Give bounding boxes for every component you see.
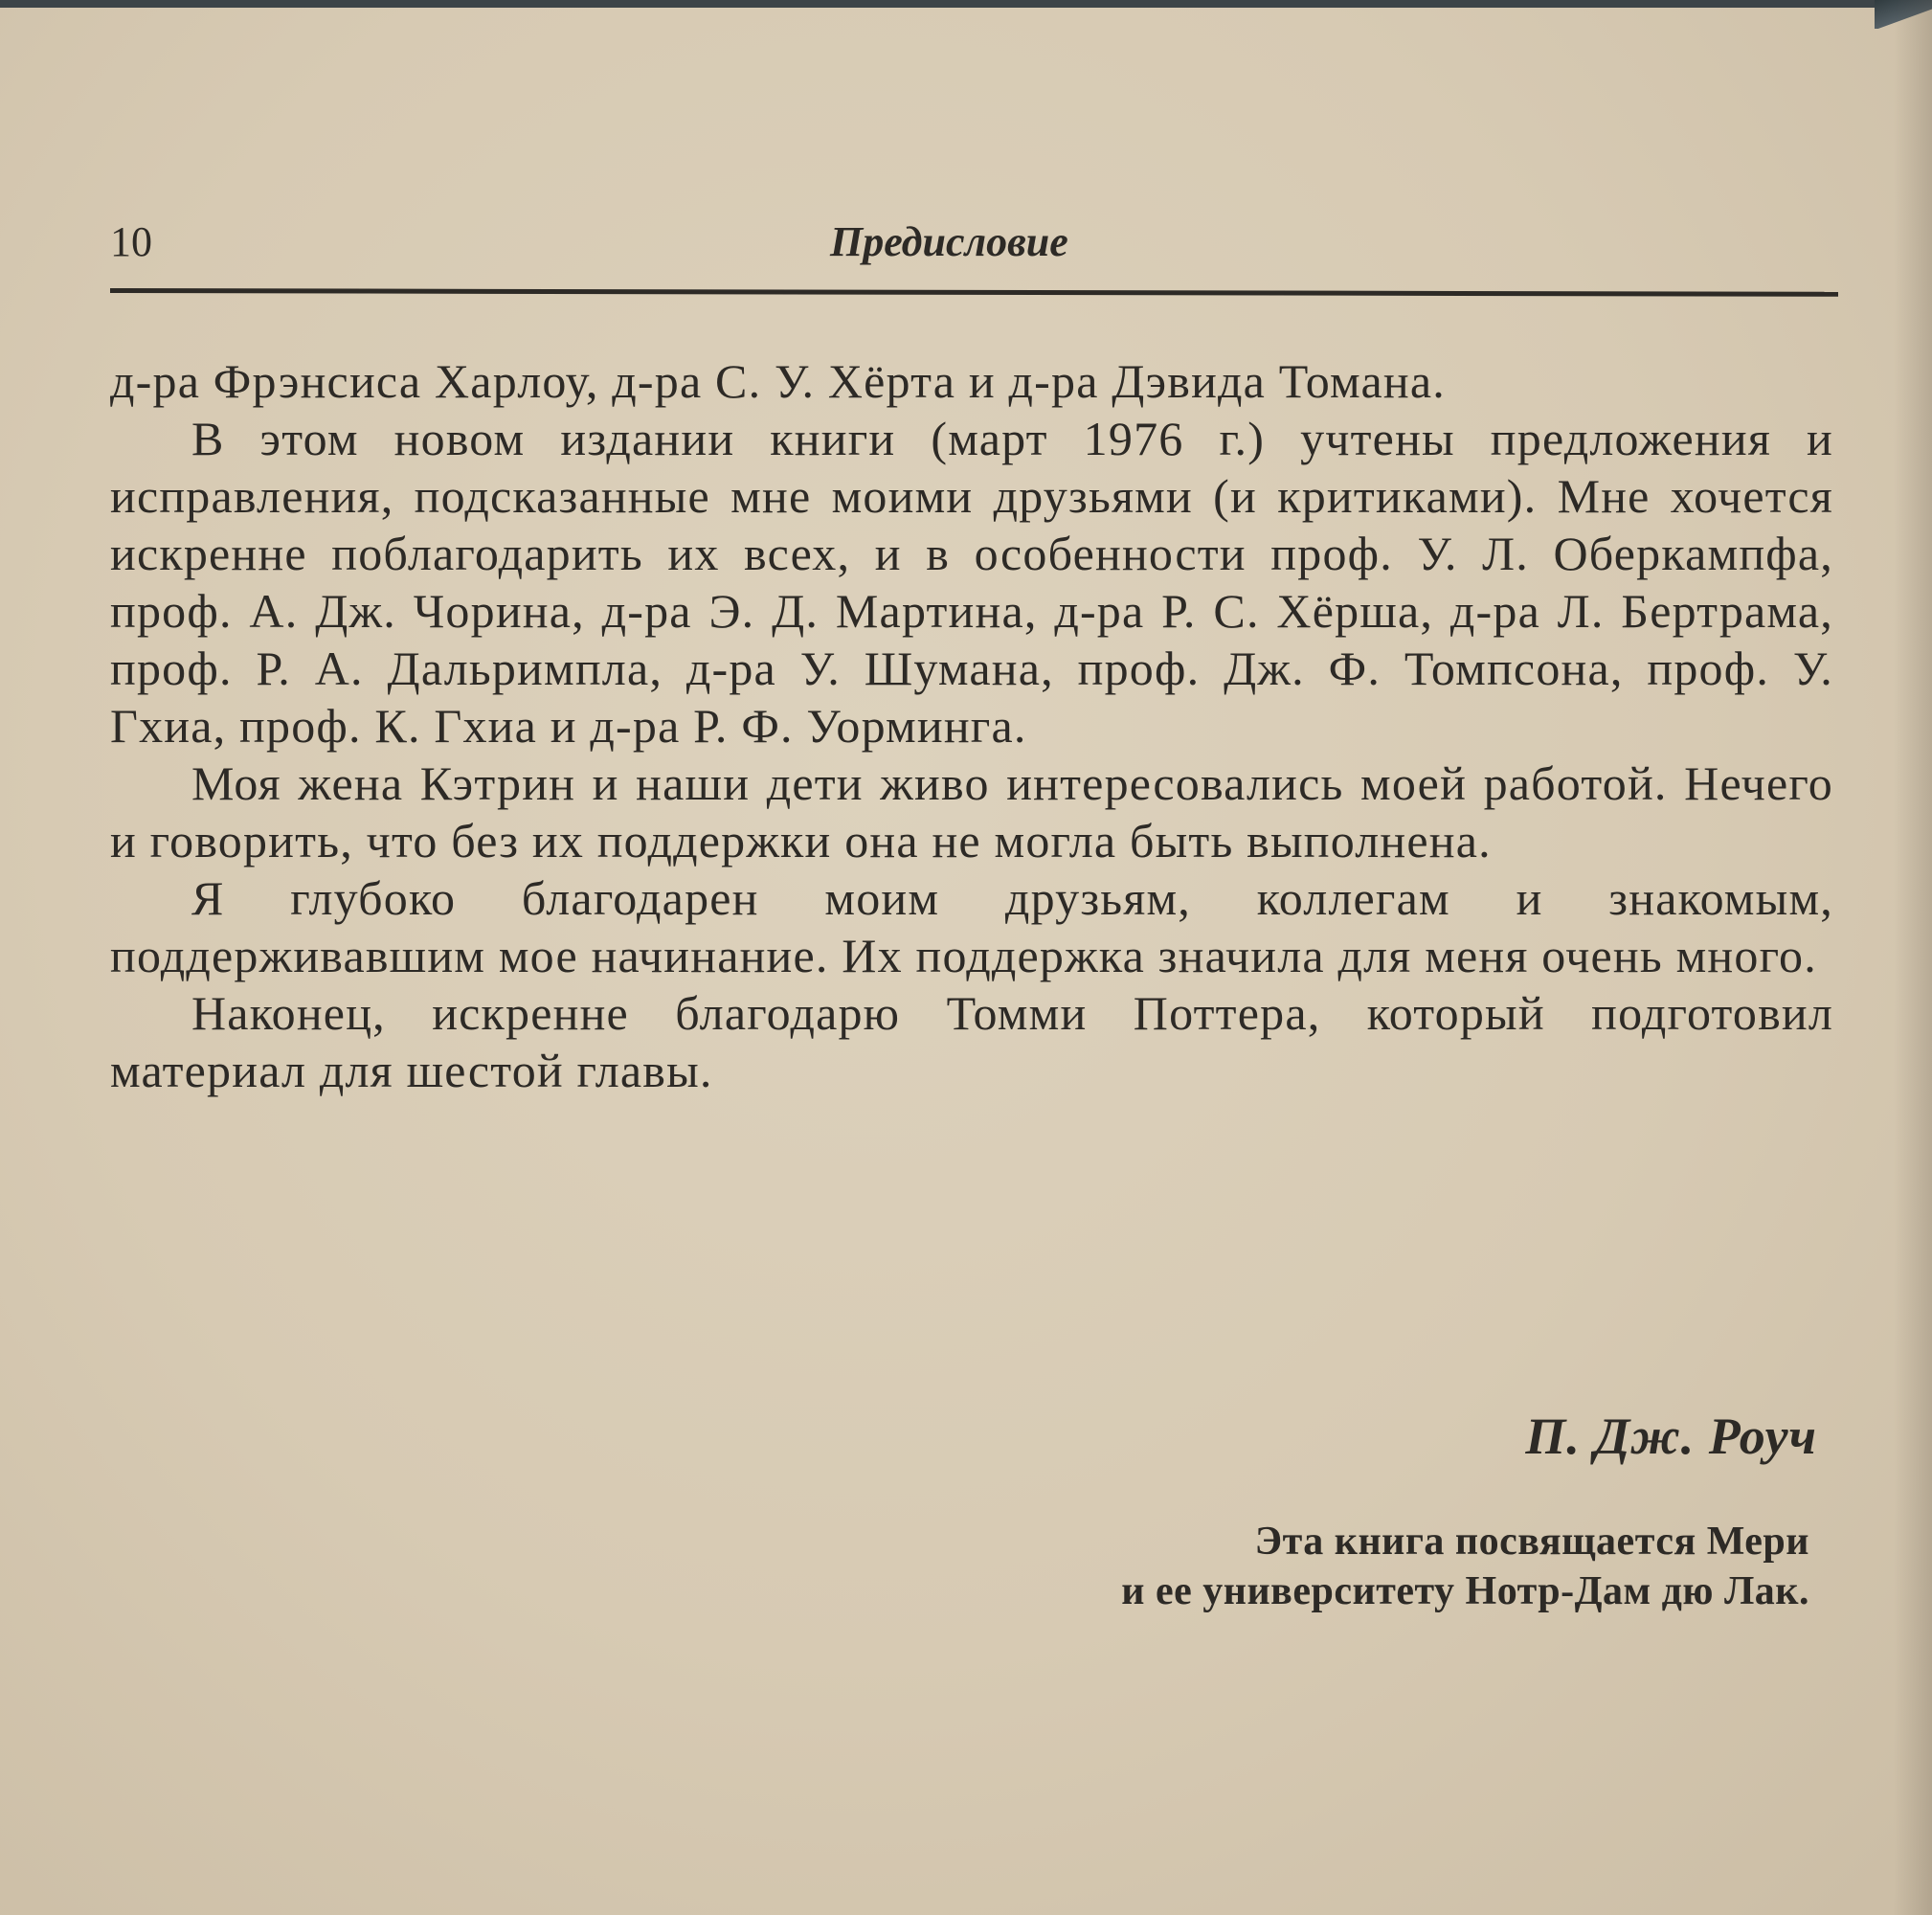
paragraph-acknowledgements: В этом новом издании книги (март 1976 г.) учтены предложения и исправления, подсказанные мне моими друзьями (и критиками). Мне хочется искренне поблагодарить их всех, и в особенности проф. У. Л. Оберкампфа, проф. А. Дж. Чорина, д-ра Э. Д. Мартина, д-ра Р. С. Хёрша, д-ра Л. Бертрама, проф. Р. А. Дальримпла, д-ра У. Шумана, проф. Дж. Ф. Томпсона, проф. У. Гхиа, проф. К. Гхиа и д-ра Р. Ф. Уорминга.: [110, 412, 1833, 753]
paragraph-final-thanks: Наконец, искренне благодарю Томми Поттера, который подготовил материал для шестой главы.: [110, 986, 1833, 1097]
page-curl-shadow: [1894, 0, 1932, 1915]
paragraph-friends: Я глубоко благодарен моим друзьям, коллегам и знакомым, поддерживавшим мое начинание. Их поддержка значила для меня очень много.: [110, 871, 1833, 982]
page-header: [110, 218, 1838, 266]
header-rule: [110, 288, 1838, 297]
dedication-line-2: и ее университету Нотр-Дам дю Лак.: [1121, 1569, 1809, 1613]
running-title: Предисловие: [830, 218, 1068, 265]
author-signature: П. Дж. Роуч: [1525, 1408, 1817, 1465]
body-text: [110, 352, 1833, 1099]
page-number: 10: [110, 218, 152, 265]
dedication: [1121, 1517, 1809, 1616]
dedication-line-1: Эта книга посвящается Мери: [1254, 1520, 1809, 1564]
book-cover-edge: [0, 0, 1886, 8]
paragraph-family: Моя жена Кэтрин и наши дети живо интересовались моей работой. Нечего и говорить, что без их поддержки она не могла быть выполнена.: [110, 756, 1833, 867]
paragraph-continuation: д-ра Фрэнсиса Харлоу, д-ра С. У. Хёрта и д-ра Дэвида Томана.: [110, 354, 1446, 408]
